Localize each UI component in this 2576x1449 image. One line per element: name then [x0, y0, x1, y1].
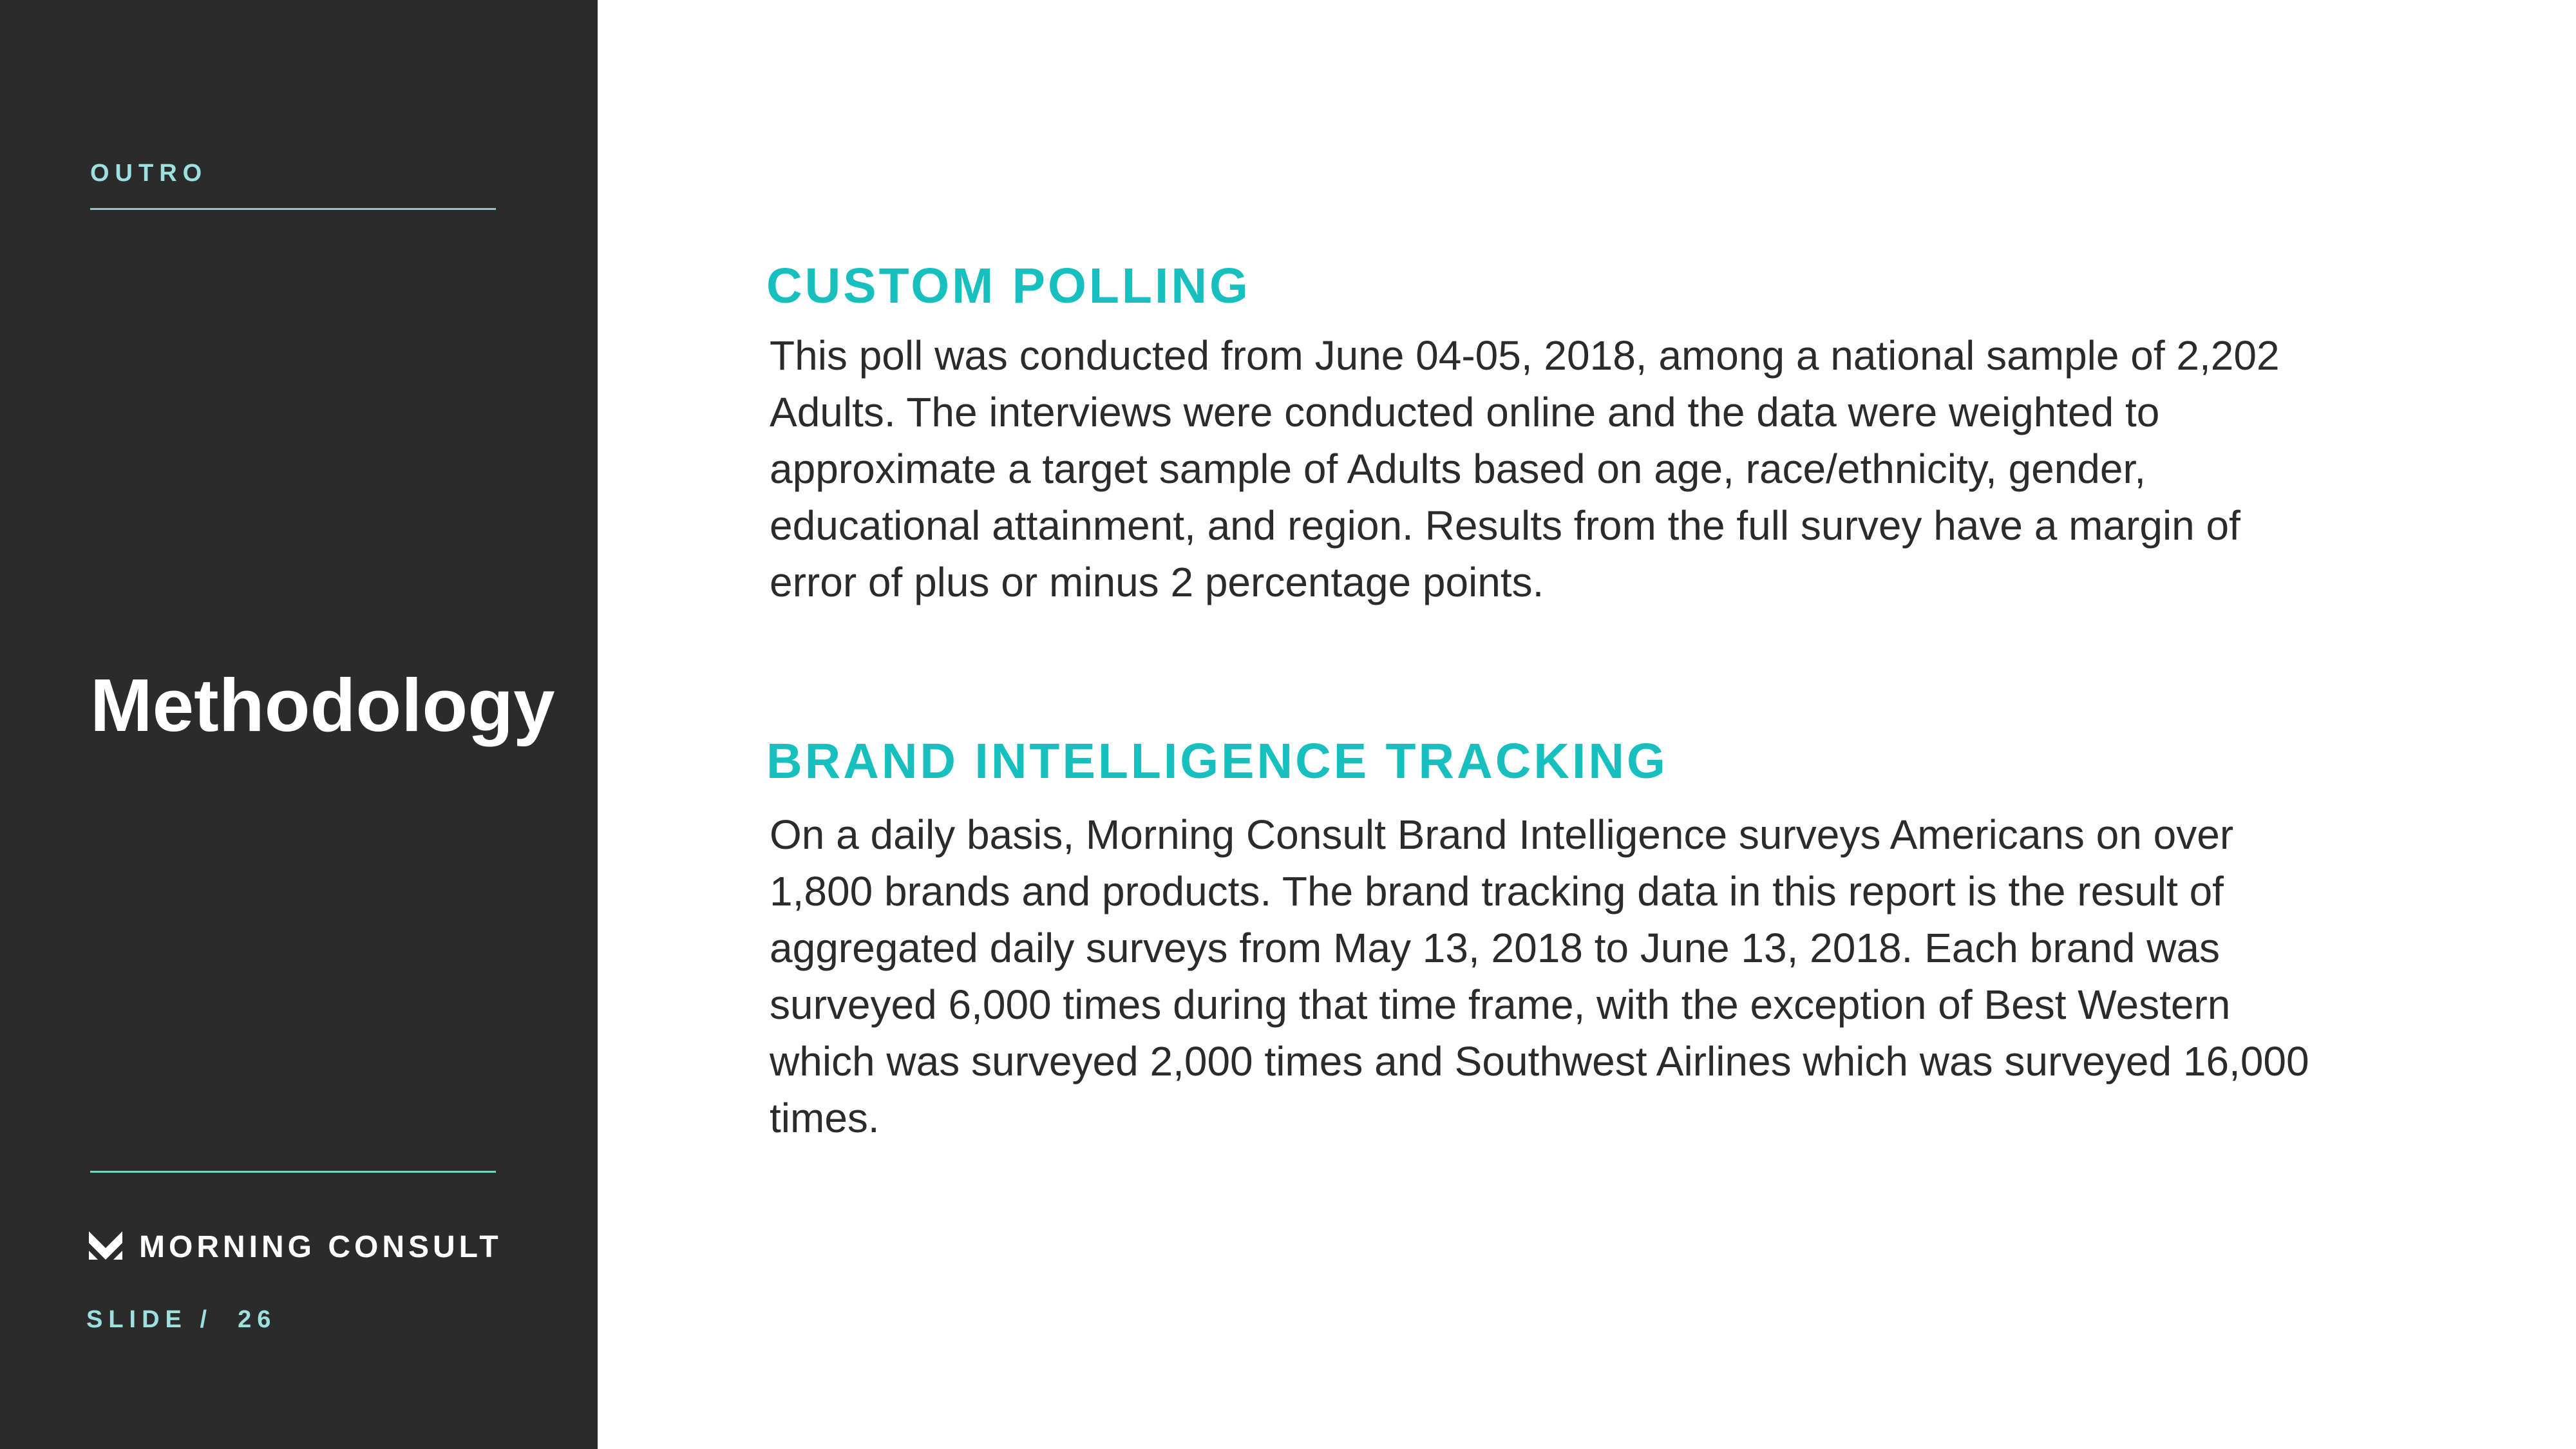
- bottom-divider: [90, 1171, 496, 1173]
- top-divider: [90, 208, 496, 210]
- section-heading-brand-intelligence: BRAND INTELLIGENCE TRACKING: [766, 734, 1668, 789]
- slide-number: SLIDE / 26: [86, 1306, 277, 1333]
- section-body-brand-intelligence: On a daily basis, Morning Consult Brand Intelligence surveys Americans on over 1,800 brands and products. The brand tracking data in this report is the result of aggregated daily surveys from May 13, 2018 to June 13, 2018. Each brand was surveyed 6,000 times during that time frame, with the exception of Best Western which was surveyed 2,000 times and Southwest Airlines which was surveyed 16,000 times.: [770, 811, 2309, 1141]
- morning-consult-logo-icon: [88, 1229, 124, 1265]
- section-heading-custom-polling: CUSTOM POLLING: [766, 258, 1251, 314]
- section-label: OUTRO: [90, 160, 208, 187]
- page-title: Methodology: [90, 663, 555, 747]
- brand-lockup: [88, 1227, 502, 1266]
- brand-name: MORNING CONSULT: [139, 1229, 502, 1264]
- section-body-custom-polling: This poll was conducted from June 04-05, 2018, among a national sample of 2,202 Adults. The interviews were conducted online and the data were weighted to approximate a target sample of Adults based on age, race/ethnicity, gender, educational attainment, and region. Results from the full survey have a margin of error of plus or minus 2 percentage points.: [770, 332, 2280, 605]
- sidebar: [0, 0, 598, 1449]
